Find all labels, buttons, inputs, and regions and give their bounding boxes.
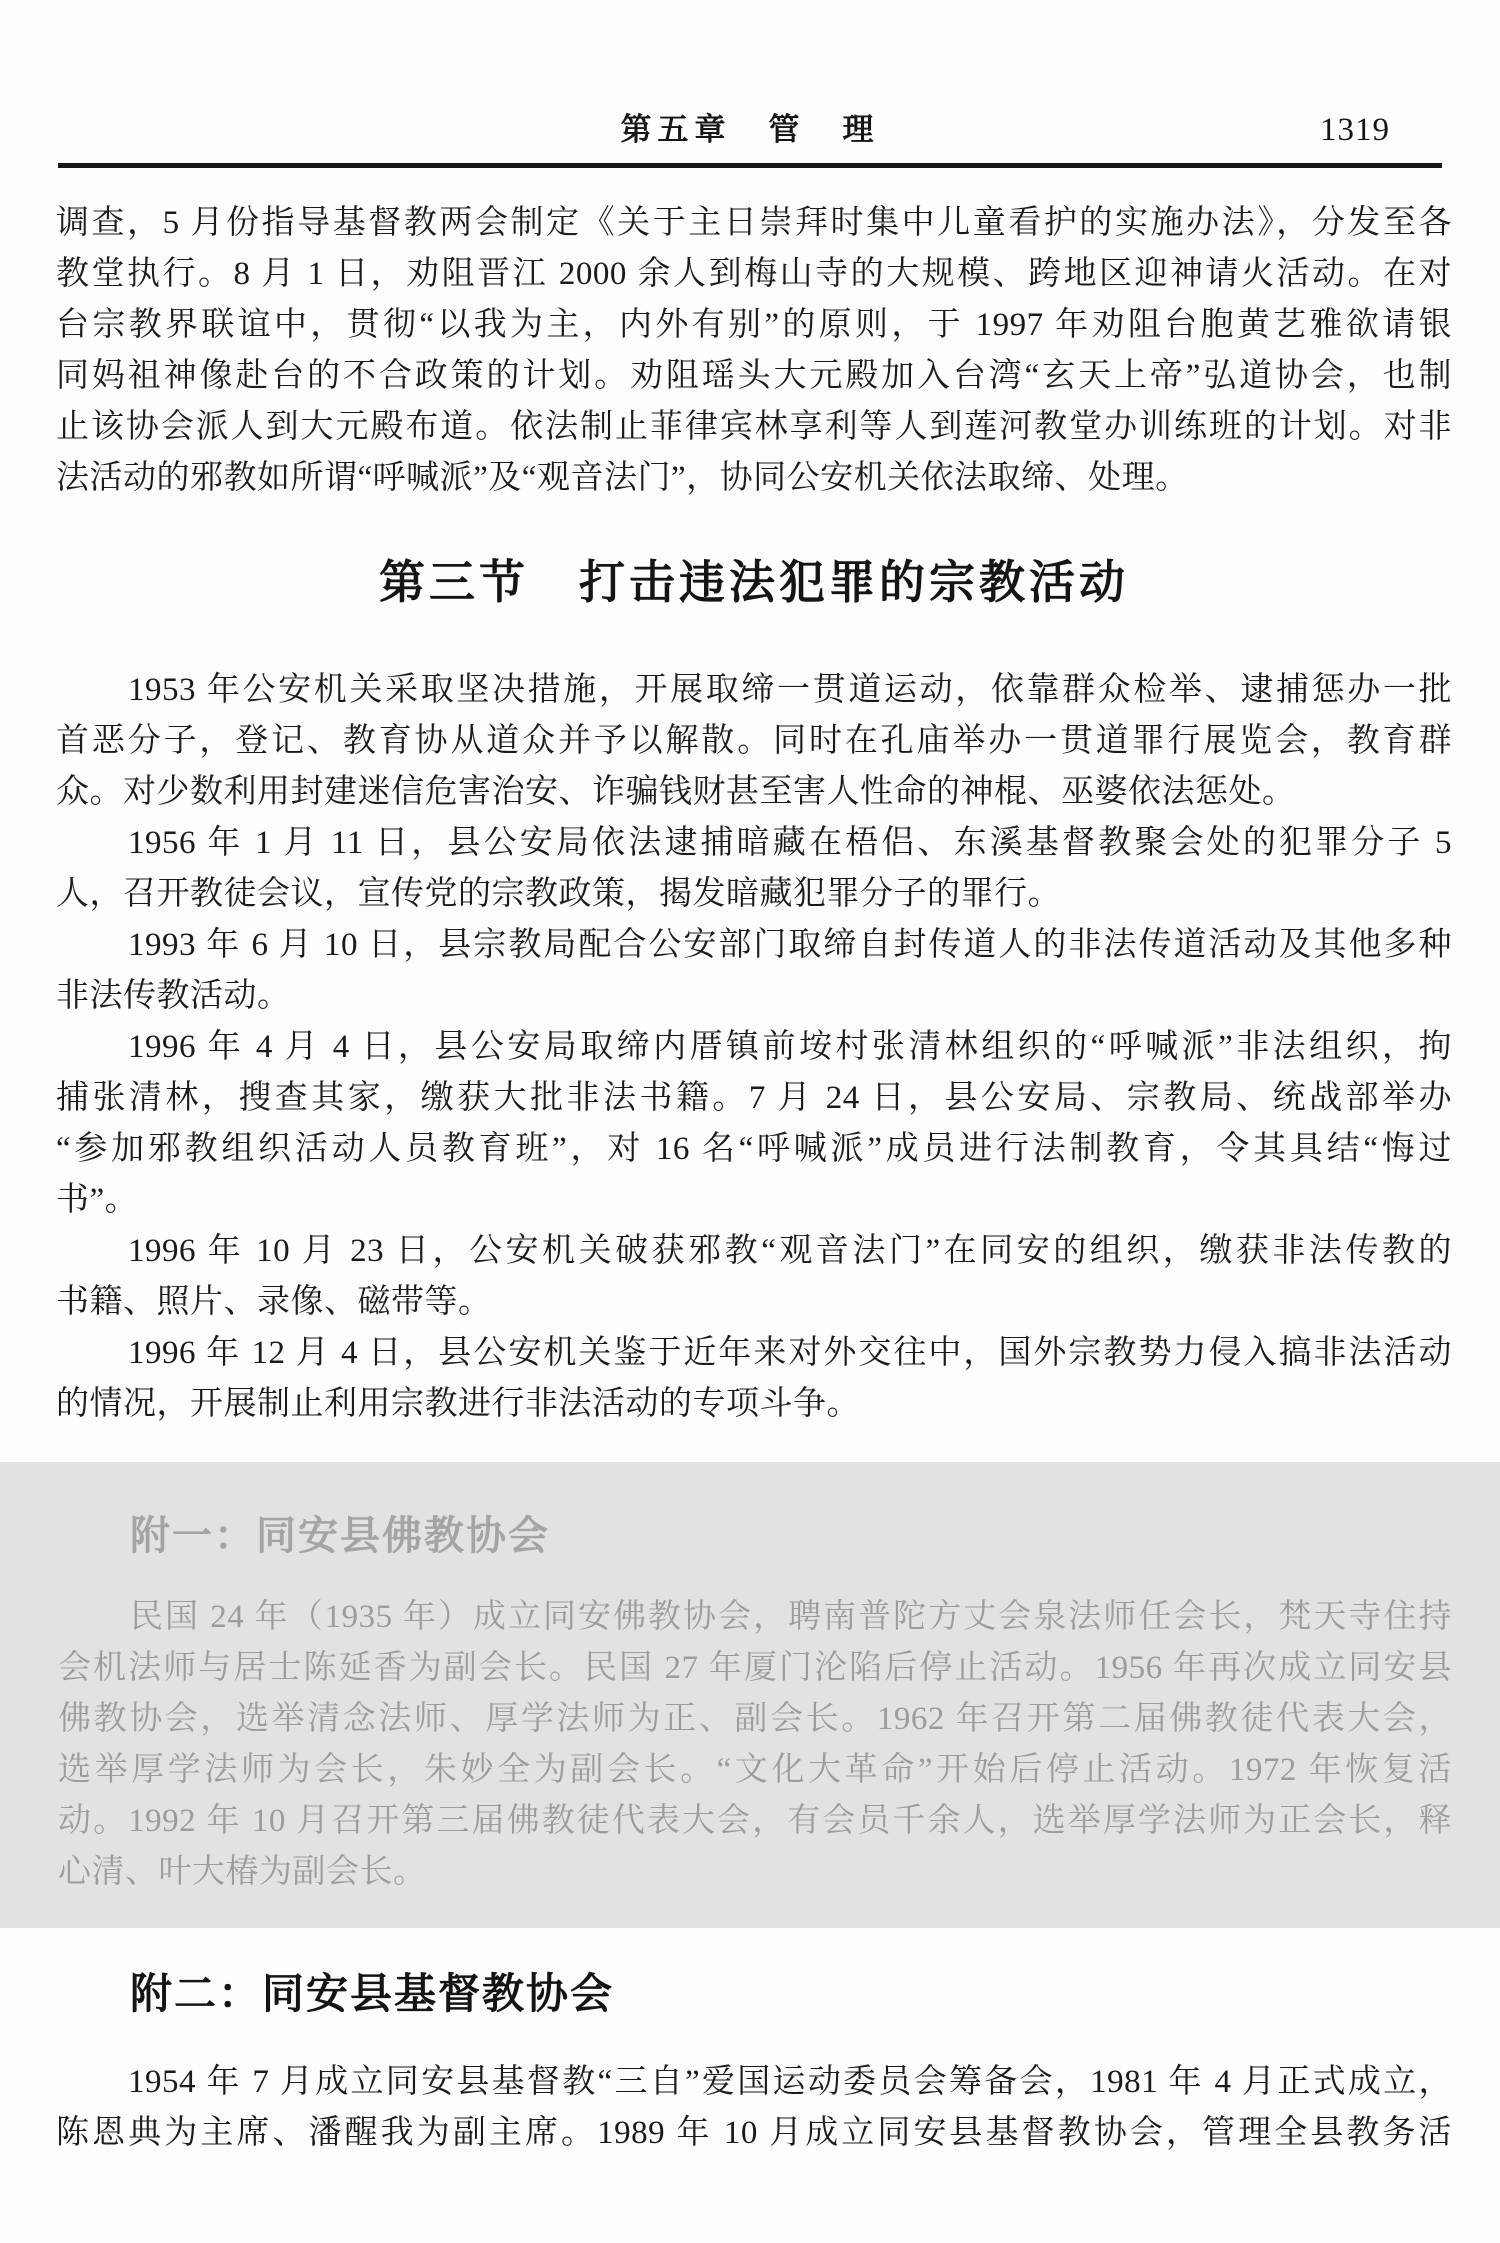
- text-line: 人，召开教徒会议，宣传党的宗教政策，揭发暗藏犯罪分子的罪行。: [56, 876, 1061, 912]
- text-line: 动。1992 年 10 月召开第三届佛教徒代表大会，有会员千余人，选举厚学法师为正会长，释: [58, 1803, 1452, 1839]
- text-line: 法活动的邪教如所谓“呼喊派”及“观音法门”，协同公安机关依法取缔、处理。: [56, 460, 1189, 496]
- text-line: 众。对少数利用封建迷信危害治安、诈骗钱财甚至害人性命的神棍、巫婆依法惩处。: [56, 774, 1296, 810]
- text-line: 非法传教活动。: [56, 978, 291, 1014]
- text-line: 选举厚学法师为会长，朱妙全为副会长。“文化大革命”开始后停止活动。1972 年恢复活: [58, 1752, 1452, 1788]
- text-line: 1996 年 10 月 23 日，公安机关破获邪教“观音法门”在同安的组织，缴获非法传教的: [128, 1233, 1452, 1269]
- text-line: 台宗教界联谊中，贯彻“以我为主，内外有别”的原则，于 1997 年劝阻台胞黄艺雅欲请银: [56, 307, 1452, 343]
- text-line: 民国 24 年（1935 年）成立同安佛教协会，聘南普陀方丈会泉法师任会长，梵天寺住持: [130, 1599, 1452, 1635]
- section-heading: 第三节 打击违法犯罪的宗教活动: [379, 556, 1129, 608]
- text-line: 1993 年 6 月 10 日，县宗教局配合公安部门取缔自封传道人的非法传道活动及其他多种: [128, 927, 1452, 963]
- text-line: 同妈祖神像赴台的不合政策的计划。劝阻瑶头大元殿加入台湾“玄天上帝”弘道协会，也制: [56, 358, 1452, 394]
- text-line: 首恶分子，登记、教育协从道众并予以解散。同时在孔庙举办一贯道罪行展览会，教育群: [56, 723, 1452, 759]
- text-line: 佛教协会，选举清念法师、厚学法师为正、副会长。1962 年召开第二届佛教徒代表大会，: [58, 1701, 1452, 1737]
- text-line: 会机法师与居士陈延香为副会长。民国 27 年厦门沦陷后停止活动。1956 年再次成立同安县: [58, 1650, 1453, 1686]
- text-line: 教堂执行。8 月 1 日，劝阻晋江 2000 余人到梅山寺的大规模、跨地区迎神请火活动。在对: [56, 256, 1452, 292]
- section-body: [56, 665, 1452, 1430]
- appendix-1-body: [58, 1592, 1452, 1898]
- appendix-1-gray-block: [0, 1462, 1500, 1928]
- text-line: 调查，5 月份指导基督教两会制定《关于主日崇拜时集中儿童看护的实施办法》，分发至各: [56, 205, 1452, 241]
- appendix-1-heading: 附一：同安县佛教协会: [130, 1514, 550, 1558]
- paragraph: [56, 1022, 1452, 1226]
- text-line: 1954 年 7 月成立同安县基督教“三自”爱国运动委员会筹备会，1981 年 4 月正式成立，: [128, 2064, 1452, 2100]
- page-header: [58, 108, 1442, 152]
- text-line: 陈恩典为主席、潘醒我为副主席。1989 年 10 月成立同安县基督教协会，管理全县教务活: [56, 2115, 1452, 2151]
- running-header-title: 第五章 管 理: [620, 112, 880, 147]
- text-line: 1996 年 12 月 4 日，县公安机关鉴于近年来对外交往中，国外宗教势力侵入搞非法活动: [128, 1335, 1452, 1371]
- appendix-2-heading: 附二：同安县基督教协会: [130, 1970, 615, 2017]
- text-line: 1996 年 4 月 4 日，县公安局取缔内厝镇前垵村张清林组织的“呼喊派”非法组织，拘: [128, 1029, 1452, 1065]
- paragraph: [56, 1226, 1452, 1328]
- text-line: 书籍、照片、录像、磁带等。: [56, 1284, 492, 1320]
- page-number: 1319: [1320, 112, 1390, 148]
- paragraph-continued: [56, 198, 1452, 504]
- text-line: 心清、叶大椿为副会长。: [58, 1854, 427, 1890]
- appendix-2-body: [56, 2057, 1452, 2159]
- header-rule: [58, 163, 1442, 168]
- main-text-column: [56, 198, 1452, 1430]
- text-line: 止该协会派人到大元殿布道。依法制止菲律宾林享利等人到莲河教堂办训练班的计划。对非: [56, 409, 1452, 445]
- text-line: 1953 年公安机关采取坚决措施，开展取缔一贯道运动，依靠群众检举、逮捕惩办一批: [128, 672, 1452, 708]
- text-line: 的情况，开展制止利用宗教进行非法活动的专项斗争。: [56, 1386, 860, 1422]
- text-line: “参加邪教组织活动人员教育班”，对 16 名“呼喊派”成员进行法制教育，令其具结“悔过: [56, 1131, 1452, 1167]
- appendix-2-block: [56, 1965, 1452, 2159]
- paragraph: [56, 818, 1452, 920]
- text-line: 1956 年 1 月 11 日，县公安局依法逮捕暗藏在梧侣、东溪基督教聚会处的犯罪分子 5: [128, 825, 1452, 861]
- paragraph: [56, 665, 1452, 818]
- paragraph: [56, 920, 1452, 1022]
- text-line: 书”。: [56, 1182, 139, 1218]
- paragraph: [56, 1328, 1452, 1430]
- text-line: 捕张清林，搜查其家，缴获大批非法书籍。7 月 24 日，县公安局、宗教局、统战部举办: [56, 1080, 1452, 1116]
